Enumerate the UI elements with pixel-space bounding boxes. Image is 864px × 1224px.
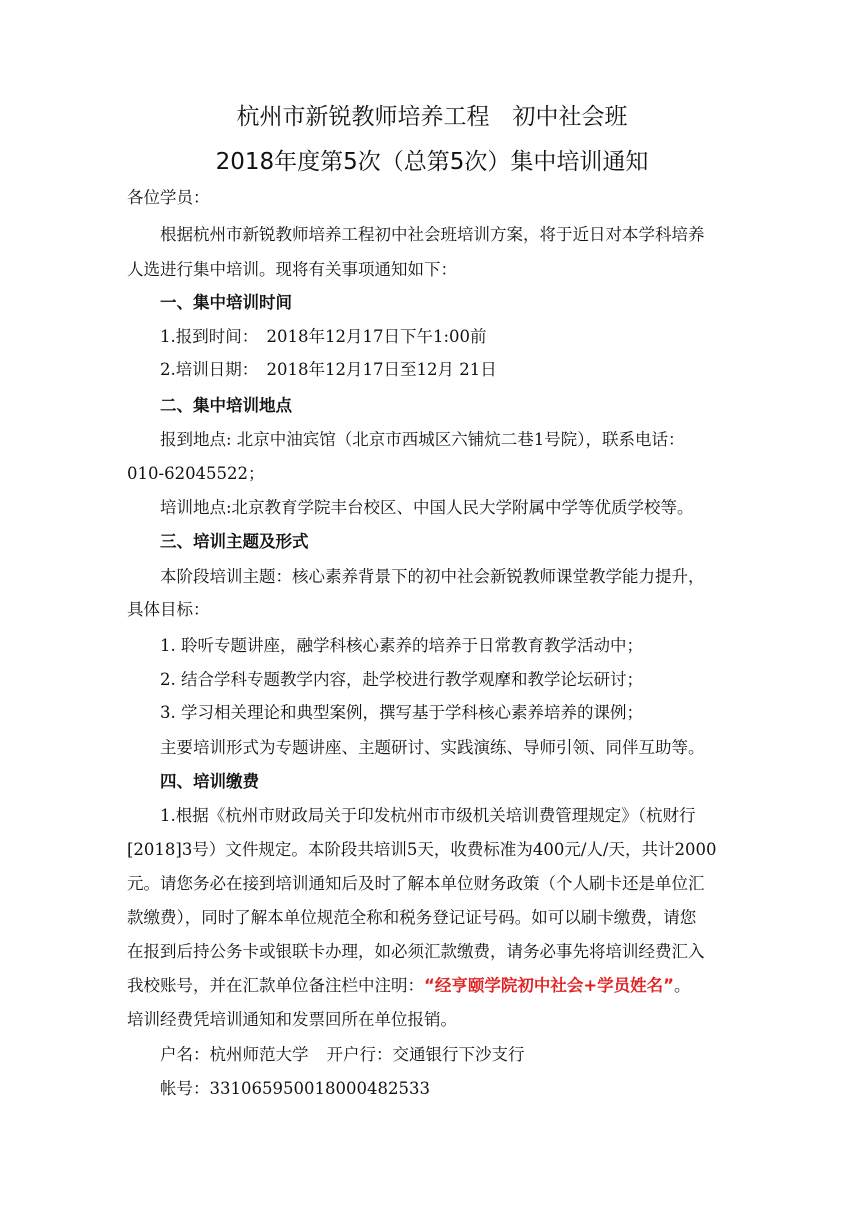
s3-forms: 主要培训形式为专题讲座、主题研讨、实践演练、导师引领、同伴互助等。 [160,738,705,757]
doc-title-line1: 杭州市新锐教师培养工程 初中社会班 [236,104,628,130]
s3-goal-2: 2. 结合学科专题教学内容，赴学校进行教学观摩和教学论坛研讨； [160,670,643,689]
section-2-heading: 二、集中培训地点 [160,396,292,415]
intro-line-1: 根据杭州市新锐教师培养工程初中社会班培训方案，将于近日对本学科培养 [160,225,705,244]
s2-phone: 010-62045522； [127,464,265,483]
s2-report-location: 报到地点: 北京中油宾馆（北京市西城区六铺炕二巷1号院），联系电话： [160,430,685,449]
bank-name: 开户行：交通银行下沙支行 [326,1045,525,1064]
account-name: 户名：杭州师范大学 [160,1045,309,1064]
s3-goal-1: 1. 聆听专题讲座，融学科核心素养的培养于日常教育教学活动中； [160,636,643,655]
s4-line-3: 元。请您务必在接到培训通知后及时了解本单位财务政策（个人刷卡还是单位汇 [127,874,705,893]
s4-line-5: 在报到后持公务卡或银联卡办理，如必须汇款缴费，请务必事先将培训经费汇入 [127,942,705,961]
s4-line-6 [127,972,747,1000]
doc-title-line2: 2018年度第5次（总第5次）集中培训通知 [215,149,649,175]
s2-training-location: 培训地点:北京教育学院丰台校区、中国人民大学附属中学等优质学校等。 [160,498,694,517]
s4-line-4: 款缴费），同时了解本单位规范全称和税务登记证号码。如可以刷卡缴费，请您 [127,908,697,927]
s4-line-7: 培训经费凭培训通知和发票回所在单位报销。 [127,1010,457,1029]
section-4-heading: 四、培训缴费 [160,772,259,791]
s4-line-6-text: 我校账号，并在汇款单位备注栏中注明： [127,976,424,995]
s3-theme: 本阶段培训主题：核心素养背景下的初中社会新锐教师课堂教学能力提升， [160,567,705,586]
s4-line-6-end: 。 [674,976,691,995]
s1-training-dates: 2.培训日期： 2018年12月17日至12月 21日 [160,360,497,379]
intro-line-2: 人选进行集中培训。现将有关事项通知如下： [127,260,457,279]
s3-goals-label: 具体目标： [127,600,210,619]
greeting: 各位学员： [127,188,210,207]
section-1-heading: 一、集中培训时间 [160,293,292,312]
s1-report-time: 1.报到时间： 2018年12月17日下午1:00前 [160,327,487,346]
remittance-note-highlight: “经亨颐学院初中社会+学员姓名” [424,976,675,995]
s4-line-1: 1.根据《杭州市财政局关于印发杭州市市级机关培训费管理规定》（杭财行 [160,806,696,825]
section-3-heading: 三、培训主题及形式 [160,532,309,551]
account-number: 帐号：33106595001800048253​3 [160,1079,430,1098]
account-line [160,1041,780,1069]
s3-goal-3: 3. 学习相关理论和典型案例，撰写基于学科核心素养培养的课例； [160,703,643,722]
s4-line-2: [2018]3号）文件规定。本阶段共培训5天，收费标准为400元/人/天，共计2000 [127,840,717,859]
